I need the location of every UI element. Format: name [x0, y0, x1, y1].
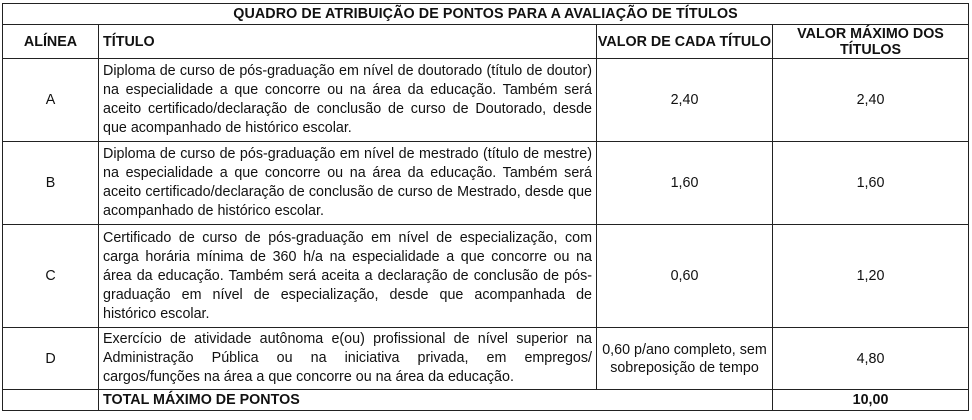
total-label: TOTAL MÁXIMO DE PONTOS [99, 390, 773, 411]
header-row [3, 25, 969, 59]
table-row [3, 225, 969, 328]
header-valor-cada: VALOR DE CADA TÍTULO [597, 25, 773, 59]
row-titulo: Exercício de atividade autônoma e(ou) profissional de nível superior na Administração Pública ou na iniciativa privada, em empregos/ cargos/funções na área a que concorre ou na área da educação. [99, 328, 597, 390]
row-valor-cada: 0,60 [597, 225, 773, 328]
row-valor-maximo: 1,60 [773, 142, 969, 225]
header-alinea: ALÍNEA [3, 25, 99, 59]
table-row [3, 59, 969, 142]
row-valor-cada: 2,40 [597, 59, 773, 142]
points-table [2, 3, 969, 411]
row-valor-cada: 1,60 [597, 142, 773, 225]
row-alinea: D [3, 328, 99, 390]
row-valor-cada: 0,60 p/ano completo, sem sobreposição de tempo [597, 328, 773, 390]
header-valor-maximo: VALOR MÁXIMO DOS TÍTULOS [773, 25, 969, 59]
row-titulo: Diploma de curso de pós-graduação em nível de mestrado (título de mestre) na especialidade a que concorre ou na área da educação. Também será aceito certificado/declaração de conclusão de curso de Mestrado, desde que acompanhado de histórico escolar. [99, 142, 597, 225]
row-titulo: Diploma de curso de pós-graduação em nível de doutorado (título de doutor) na especialidade a que concorre ou na área da educação. Também será aceito certificado/declaração de conclusão de curso de Doutorado, desde que acompanhado de histórico escolar. [99, 59, 597, 142]
table-title-row [3, 4, 969, 25]
table-row [3, 328, 969, 390]
total-row [3, 390, 969, 411]
row-titulo: Certificado de curso de pós-graduação em nível de especialização, com carga horária mínima de 360 h/a na especialidade a que concorre ou na área da educação. Também será aceita a declaração de conclusão de pós-graduação em nível de especialização, desde que acompanhada de histórico escolar. [99, 225, 597, 328]
row-valor-maximo: 1,20 [773, 225, 969, 328]
row-valor-maximo: 4,80 [773, 328, 969, 390]
row-valor-maximo: 2,40 [773, 59, 969, 142]
row-alinea: C [3, 225, 99, 328]
row-alinea: A [3, 59, 99, 142]
total-empty-cell [3, 390, 99, 411]
header-titulo: TÍTULO [99, 25, 597, 59]
row-alinea: B [3, 142, 99, 225]
table-row [3, 142, 969, 225]
total-value: 10,00 [773, 390, 969, 411]
table-title: QUADRO DE ATRIBUIÇÃO DE PONTOS PARA A AVALIAÇÃO DE TÍTULOS [3, 4, 969, 25]
